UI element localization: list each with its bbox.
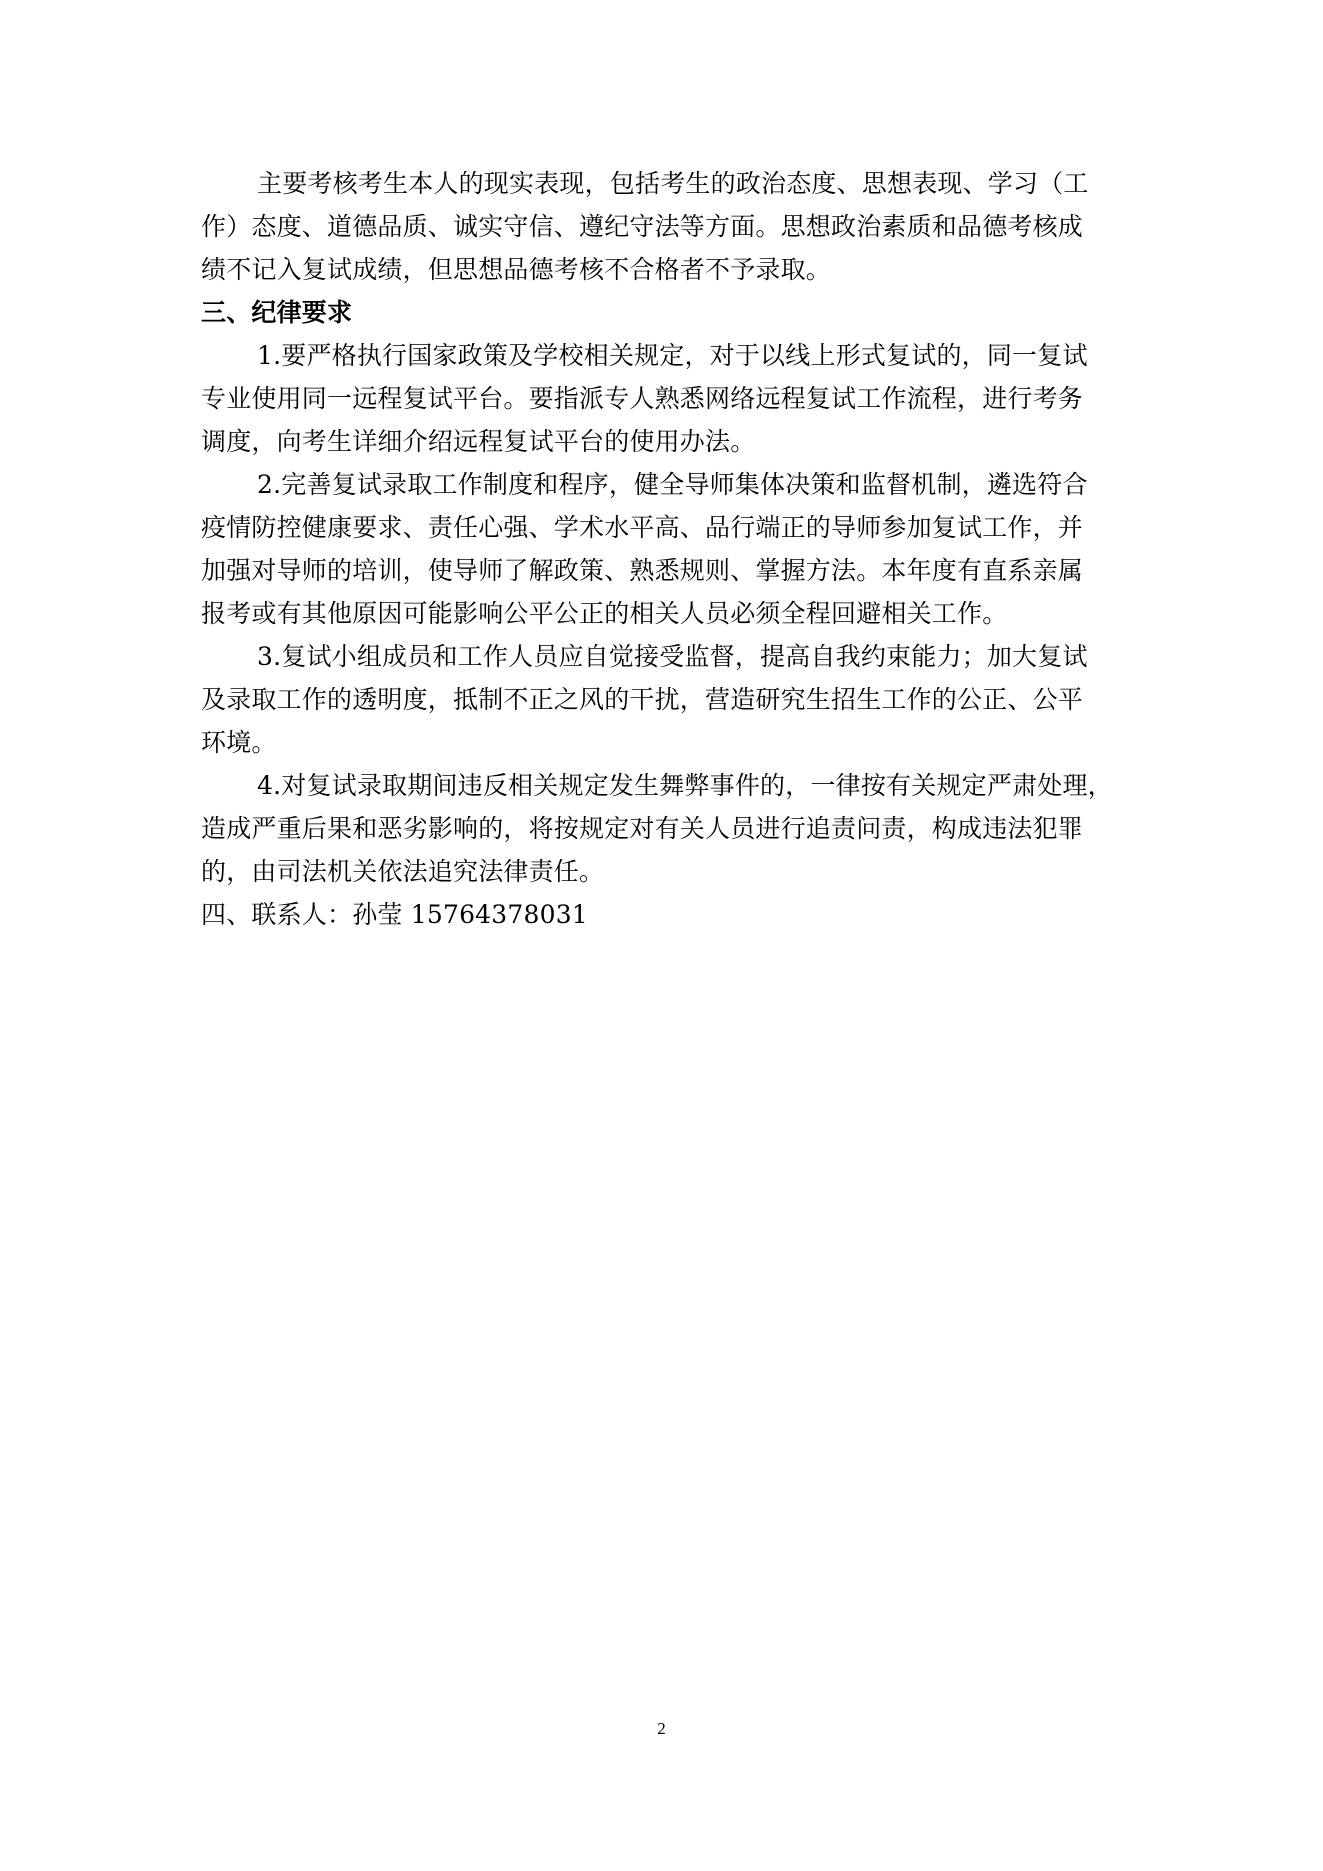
paragraph-line: 及录取工作的透明度，抵制不正之风的干扰，营造研究生招生工作的公正、公平 xyxy=(201,685,1084,714)
paragraph-line: 加强对导师的培训，使导师了解政策、熟悉规则、掌握方法。本年度有直系亲属 xyxy=(201,556,1084,585)
paragraph-line: 的，由司法机关依法追究法律责任。 xyxy=(201,857,605,886)
discipline-item-1 xyxy=(201,334,1131,463)
paragraph-line: 1.要严格执行国家政策及学校相关规定，对于以线上形式复试的，同一复试 xyxy=(257,341,1088,370)
discipline-item-4 xyxy=(201,764,1131,893)
discipline-item-3 xyxy=(201,635,1131,764)
paragraph-line: 4.对复试录取期间违反相关规定发生舞弊事件的，一律按有关规定严肃处理， xyxy=(257,771,1113,800)
paragraph-line: 主要考核考生本人的现实表现，包括考生的政治态度、思想表现、学习（工 xyxy=(257,169,1089,198)
section-contact: 四、联系人：孙莹 15764378031 xyxy=(201,900,588,929)
paragraph-line: 专业使用同一远程复试平台。要指派专人熟悉网络远程复试工作流程，进行考务 xyxy=(201,384,1084,413)
section-heading-discipline: 三、纪律要求 xyxy=(201,298,353,327)
paragraph-line: 造成严重后果和恶劣影响的，将按规定对有关人员进行追责问责，构成违法犯罪 xyxy=(201,814,1084,843)
paragraph-line: 3.复试小组成员和工作人员应自觉接受监督，提高自我约束能力；加大复试 xyxy=(257,642,1088,671)
paragraph-line: 作）态度、道德品质、诚实守信、遵纪守法等方面。思想政治素质和品德考核成 xyxy=(201,212,1084,241)
document-body xyxy=(201,162,1131,936)
paragraph-line: 报考或有其他原因可能影响公平公正的相关人员必须全程回避相关工作。 xyxy=(201,599,1008,628)
paragraph-line: 绩不记入复试成绩，但思想品德考核不合格者不予录取。 xyxy=(201,255,832,284)
discipline-item-2 xyxy=(201,463,1131,635)
paragraph-line: 疫情防控健康要求、责任心强、学术水平高、品行端正的导师参加复试工作，并 xyxy=(201,513,1084,542)
paragraph-assessment xyxy=(201,162,1131,291)
paragraph-line: 调度，向考生详细介绍远程复试平台的使用办法。 xyxy=(201,427,756,456)
paragraph-line: 环境。 xyxy=(201,728,277,757)
paragraph-line: 2.完善复试录取工作制度和程序，健全导师集体决策和监督机制，遴选符合 xyxy=(257,470,1088,499)
page-number: 2 xyxy=(657,1719,666,1738)
